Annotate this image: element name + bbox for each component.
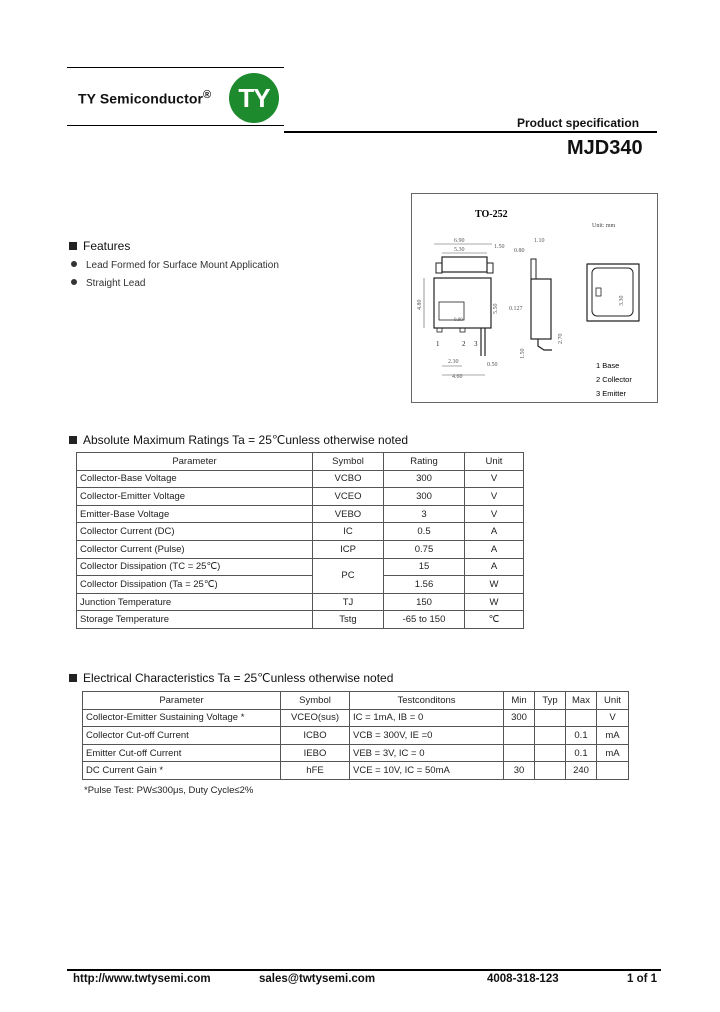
table-cell: PC bbox=[313, 558, 384, 593]
table-cell: VCBO bbox=[313, 470, 384, 488]
to252-drawing bbox=[412, 194, 657, 402]
table-cell: mA bbox=[597, 727, 629, 745]
table-cell: V bbox=[597, 709, 629, 727]
pin-label: 2 Collector bbox=[596, 375, 632, 384]
dimension-label: 0.50 bbox=[487, 362, 498, 368]
dimension-label: 2 bbox=[462, 340, 466, 348]
table-cell: Tstg bbox=[313, 611, 384, 629]
table-cell bbox=[535, 762, 566, 780]
table-cell: ICP bbox=[313, 540, 384, 558]
table-cell bbox=[504, 727, 535, 745]
table-cell: W bbox=[465, 593, 524, 611]
table-cell bbox=[535, 727, 566, 745]
table-cell: 150 bbox=[384, 593, 465, 611]
table-cell: DC Current Gain * bbox=[83, 762, 281, 780]
table-row bbox=[77, 576, 524, 594]
elec-table bbox=[82, 691, 629, 780]
table-cell: 3 bbox=[384, 505, 465, 523]
col-header: Unit bbox=[465, 453, 524, 471]
footer-rule bbox=[67, 969, 661, 971]
table-cell: 300 bbox=[504, 709, 535, 727]
table-cell: 0.75 bbox=[384, 540, 465, 558]
table-cell: Collector-Base Voltage bbox=[77, 470, 313, 488]
company-logo: TY bbox=[229, 73, 279, 123]
table-row bbox=[77, 523, 524, 541]
table-cell: Collector Current (DC) bbox=[77, 523, 313, 541]
drawing-stroke bbox=[538, 339, 552, 350]
drawing-stroke bbox=[596, 288, 601, 296]
table-cell: 300 bbox=[384, 488, 465, 506]
table-cell bbox=[535, 744, 566, 762]
col-header: Rating bbox=[384, 453, 465, 471]
table-cell: W bbox=[465, 576, 524, 594]
col-header: Testconditons bbox=[350, 692, 504, 710]
table-cell: VCB = 300V, IE =0 bbox=[350, 727, 504, 745]
dimension-label: 1 bbox=[436, 340, 440, 348]
table-row bbox=[83, 727, 629, 745]
table-cell: IC bbox=[313, 523, 384, 541]
part-number: MJD340 bbox=[567, 137, 643, 159]
table-cell: VEB = 3V, IC = 0 bbox=[350, 744, 504, 762]
col-header: Max bbox=[566, 692, 597, 710]
features-heading: Features bbox=[69, 239, 130, 253]
table-cell: VEBO bbox=[313, 505, 384, 523]
bullet-icon bbox=[71, 279, 77, 285]
pulse-test-note: *Pulse Test: PW≤300μs, Duty Cycle≤2% bbox=[84, 785, 254, 796]
table-row bbox=[77, 611, 524, 629]
feature-item: Straight Lead bbox=[71, 278, 146, 289]
table-row bbox=[77, 558, 524, 576]
col-header: Unit bbox=[597, 692, 629, 710]
table-cell: 15 bbox=[384, 558, 465, 576]
table-cell: 0.1 bbox=[566, 727, 597, 745]
drawing-stroke bbox=[531, 279, 551, 339]
footer-url[interactable]: http://www.twtysemi.com bbox=[73, 973, 211, 985]
table-cell: V bbox=[465, 470, 524, 488]
table-cell: Collector-Emitter Voltage bbox=[77, 488, 313, 506]
bullet-icon bbox=[71, 261, 77, 267]
abs-max-heading: Absolute Maximum Ratings Ta = 25℃unless otherwise noted bbox=[69, 433, 408, 447]
page-number: 1 of 1 bbox=[627, 973, 658, 985]
table-cell: 0.5 bbox=[384, 523, 465, 541]
table-header-row bbox=[83, 692, 629, 710]
dimension-label: 4.60 bbox=[452, 374, 463, 380]
table-cell: ICBO bbox=[281, 727, 350, 745]
table-cell: mA bbox=[597, 744, 629, 762]
table-cell: Junction Temperature bbox=[77, 593, 313, 611]
product-spec-label: Product specification bbox=[517, 116, 640, 130]
table-cell: VCE = 10V, IC = 50mA bbox=[350, 762, 504, 780]
drawing-stroke bbox=[436, 263, 442, 273]
dimension-label: 1.50 bbox=[494, 244, 505, 250]
footer-phone: 4008-318-123 bbox=[487, 973, 559, 985]
table-cell: 300 bbox=[384, 470, 465, 488]
dimension-label: 2.30 bbox=[448, 359, 459, 365]
table-cell: VCEO(sus) bbox=[281, 709, 350, 727]
pin-label: 1 Base bbox=[596, 361, 620, 370]
dimension-label: 4.80 bbox=[417, 299, 423, 310]
drawing-stroke bbox=[442, 257, 487, 272]
table-row bbox=[77, 593, 524, 611]
brand-name: TY Semiconductor® bbox=[78, 89, 212, 107]
drawing-stroke bbox=[460, 328, 465, 332]
table-row bbox=[77, 470, 524, 488]
table-row bbox=[83, 762, 629, 780]
table-cell: Collector Dissipation (Ta = 25℃) bbox=[77, 576, 313, 594]
elec-heading: Electrical Characteristics Ta = 25℃unless otherwise noted bbox=[69, 671, 393, 685]
table-cell: hFE bbox=[281, 762, 350, 780]
unit-label: Unit: mm bbox=[592, 223, 616, 229]
abs-max-table bbox=[76, 452, 524, 629]
dimension-label: 5.30 bbox=[454, 247, 465, 253]
table-cell: 1.56 bbox=[384, 576, 465, 594]
drawing-stroke bbox=[437, 328, 442, 332]
table-cell bbox=[597, 762, 629, 780]
footer-email[interactable]: sales@twtysemi.com bbox=[259, 973, 376, 985]
table-row bbox=[77, 540, 524, 558]
dimension-label: 2.70 bbox=[558, 333, 564, 344]
table-cell: V bbox=[465, 505, 524, 523]
square-bullet-icon bbox=[69, 436, 77, 444]
table-cell: Collector Cut-off Current bbox=[83, 727, 281, 745]
header-bottom-rule bbox=[67, 125, 284, 126]
table-cell: A bbox=[465, 558, 524, 576]
table-cell: VCEO bbox=[313, 488, 384, 506]
dimension-label: 0.80 bbox=[454, 318, 463, 323]
table-cell: IC = 1mA, IB = 0 bbox=[350, 709, 504, 727]
table-cell: -65 to 150 bbox=[384, 611, 465, 629]
table-cell: Emitter-Base Voltage bbox=[77, 505, 313, 523]
drawing-stroke bbox=[487, 263, 493, 273]
title-rule bbox=[284, 131, 657, 133]
table-cell: ℃ bbox=[465, 611, 524, 629]
table-cell: Collector-Emitter Sustaining Voltage * bbox=[83, 709, 281, 727]
table-cell: 240 bbox=[566, 762, 597, 780]
square-bullet-icon bbox=[69, 242, 77, 250]
table-cell: Collector Current (Pulse) bbox=[77, 540, 313, 558]
table-row bbox=[77, 505, 524, 523]
dimension-label: 3.30 bbox=[619, 295, 625, 306]
table-row bbox=[83, 709, 629, 727]
package-outline-box bbox=[411, 193, 658, 403]
feature-item: Lead Formed for Surface Mount Application bbox=[71, 260, 279, 271]
drawing-stroke bbox=[587, 264, 639, 321]
table-cell bbox=[566, 709, 597, 727]
col-header: Parameter bbox=[83, 692, 281, 710]
dimension-label: 0.80 bbox=[514, 248, 525, 254]
dimension-label: 6.90 bbox=[454, 238, 465, 244]
drawing-stroke bbox=[531, 259, 536, 279]
col-header: Parameter bbox=[77, 453, 313, 471]
table-cell: Emitter Cut-off Current bbox=[83, 744, 281, 762]
col-header: Min bbox=[504, 692, 535, 710]
table-cell bbox=[535, 709, 566, 727]
table-cell bbox=[504, 744, 535, 762]
dimension-label: 0.127 bbox=[509, 306, 523, 312]
square-bullet-icon bbox=[69, 674, 77, 682]
table-cell: V bbox=[465, 488, 524, 506]
table-row bbox=[83, 744, 629, 762]
table-cell: IEBO bbox=[281, 744, 350, 762]
header-top-rule bbox=[67, 67, 284, 68]
table-cell: TJ bbox=[313, 593, 384, 611]
table-cell: Storage Temperature bbox=[77, 611, 313, 629]
package-name: TO-252 bbox=[475, 209, 508, 220]
table-cell: 0.1 bbox=[566, 744, 597, 762]
drawing-stroke bbox=[592, 268, 633, 316]
dimension-label: 5.50 bbox=[493, 303, 499, 314]
pin-label: 3 Emitter bbox=[596, 389, 627, 398]
table-row bbox=[77, 488, 524, 506]
table-cell: 30 bbox=[504, 762, 535, 780]
table-cell: A bbox=[465, 540, 524, 558]
col-header: Symbol bbox=[281, 692, 350, 710]
col-header: Typ bbox=[535, 692, 566, 710]
dimension-label: 3 bbox=[474, 340, 478, 348]
table-cell: Collector Dissipation (TC = 25℃) bbox=[77, 558, 313, 576]
table-cell: A bbox=[465, 523, 524, 541]
table-header-row bbox=[77, 453, 524, 471]
dimension-label: 1.50 bbox=[520, 348, 526, 359]
dimension-label: 1.10 bbox=[534, 238, 545, 244]
col-header: Symbol bbox=[313, 453, 384, 471]
